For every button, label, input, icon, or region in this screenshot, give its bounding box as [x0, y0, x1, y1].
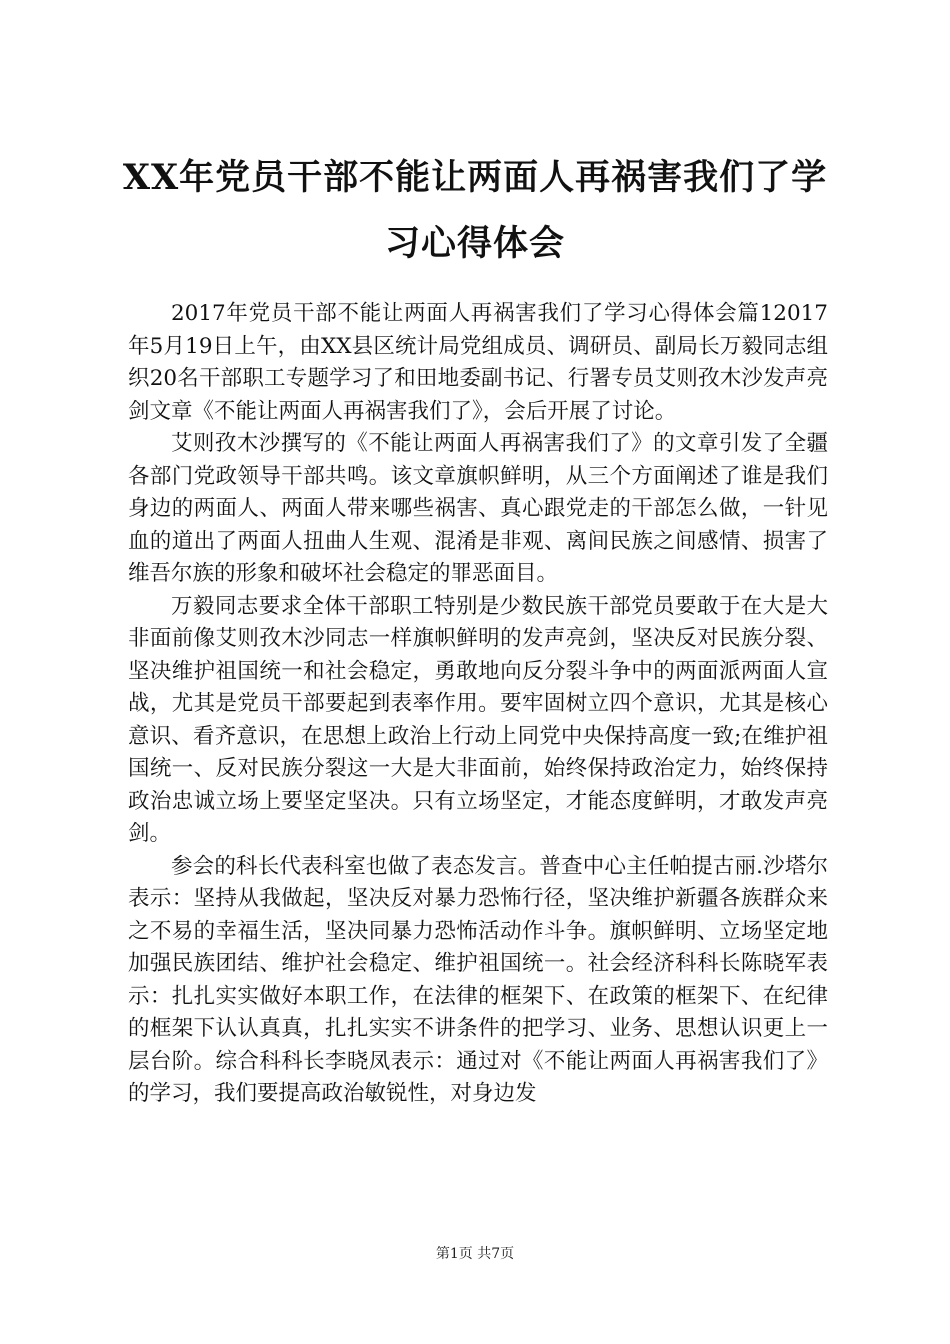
document-title-line-1: XX年党员干部不能让两面人再祸害我们了学 — [122, 157, 828, 198]
paragraph-3: 万毅同志要求全体干部职工特别是少数民族干部党员要敢于在大是大非面前像艾则孜木沙同志一样旗帜鲜明的发声亮剑，坚决反对民族分裂、坚决维护祖国统一和社会稳定，勇敢地向反分裂斗争中的两面派两面人宣战，尤其是党员干部要起到表率作用。要牢固树立四个意识，尤其是核心意识、看齐意识，在思想上政治上行动上同党中央保持高度一致;在维护祖国统一、反对民族分裂这一大是大非面前，始终保持政治定力，始终保持政治忠诚立场上要坚定坚决。只有立场坚定，才能态度鲜明，才敢发声亮剑。 — [128, 593, 828, 846]
page-footer: 第1页 共7页 — [435, 1246, 515, 1262]
paragraph-4: 参会的科长代表科室也做了表态发言。普查中心主任帕提古丽.沙塔尔表示：坚持从我做起，坚决反对暴力恐怖行径，坚决维护新疆各族群众来之不易的幸福生活，坚决同暴力恐怖活动作斗争。旗帜鲜明、立场坚定地加强民族团结、维护社会稳定、维护祖国统一。社会经济科科长陈晓军表示：扎扎实实做好本职工作，在法律的框架下、在政策的框架下、在纪律的框架下认认真真，扎扎实实不讲条件的把学习、业务、思想认识更上一层台阶。综合科科长李晓凤表示：通过对《不能让两面人再祸害我们了》的学习，我们要提高政治敏锐性，对身边发 — [128, 853, 828, 1106]
document-title-line-2: 习心得体会 — [384, 223, 565, 264]
paragraph-1: 2017年党员干部不能让两面人再祸害我们了学习心得体会篇12017年5月19日上午，由XX县区统计局党组成员、调研员、副局长万毅同志组织20名干部职工专题学习了和田地委副书记、行署专员艾则孜木沙发声亮剑文章《不能让两面人再祸害我们了》，会后开展了讨论。 — [128, 301, 828, 424]
paragraph-2: 艾则孜木沙撰写的《不能让两面人再祸害我们了》的文章引发了全疆各部门党政领导干部共鸣。该文章旗帜鲜明，从三个方面阐述了谁是我们身边的两面人、两面人带来哪些祸害、真心跟党走的干部怎么做，一针见血的道出了两面人扭曲人生观、混淆是非观、离间民族之间感情、损害了维吾尔族的形象和破坏社会稳定的罪恶面目。 — [128, 431, 828, 586]
document-body — [128, 298, 828, 1111]
